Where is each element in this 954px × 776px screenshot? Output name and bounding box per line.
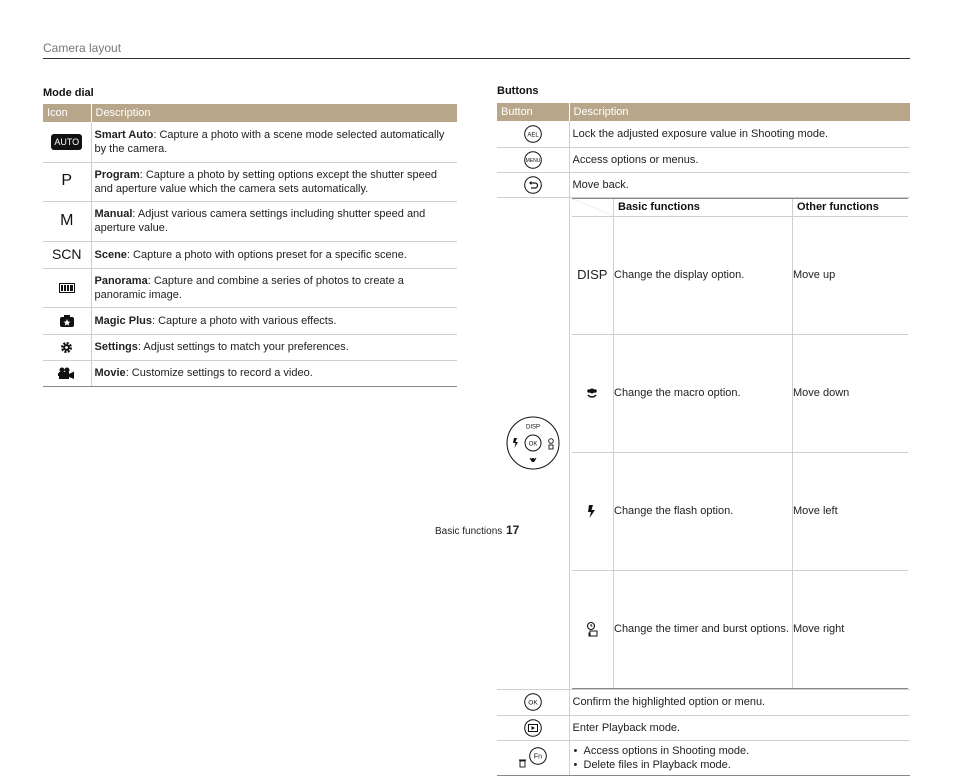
macro-flower-icon (586, 387, 598, 399)
playback-button-icon (524, 719, 542, 737)
menu-button-icon (524, 151, 542, 169)
list-item: • Delete files in Playback mode. (573, 758, 908, 772)
mode-name: Scene (94, 248, 127, 261)
ok-center-label: OK (528, 441, 538, 448)
navigation-header-row (572, 198, 908, 216)
buttons-title: Buttons (497, 85, 539, 97)
column-header-basic-functions: Basic functions (614, 198, 793, 216)
table-row (497, 197, 910, 689)
mode-description: : Adjust settings to match your preferences. (137, 341, 349, 353)
table-row (43, 360, 457, 386)
disp-top-label: DISP (525, 424, 540, 431)
mode-dial-table (43, 104, 457, 387)
page-header-title: Camera layout (43, 41, 122, 55)
footer-section-label: Basic functions (435, 526, 503, 537)
program-mode-icon: P (61, 172, 73, 189)
fn-button-label: Fn (533, 753, 542, 760)
other-function: Move up (793, 216, 908, 334)
ael-button-icon (524, 125, 542, 143)
table-row (572, 216, 908, 334)
other-function: Move right (793, 570, 908, 688)
button-description: Move back. (569, 172, 910, 197)
magic-plus-icon (60, 315, 74, 327)
table-row (572, 570, 908, 688)
button-description: Confirm the highlighted option or menu. (569, 689, 910, 715)
column-header-other-functions: Other functions (793, 198, 908, 216)
auto-mode-icon: AUTO (51, 134, 82, 150)
table-row (497, 121, 910, 147)
buttons-header-row (497, 103, 910, 121)
navigation-dial-icon (506, 416, 560, 470)
table-row (497, 689, 910, 715)
other-function: Move left (793, 452, 908, 570)
ael-button-label: AEL (527, 132, 539, 139)
table-row (572, 334, 908, 452)
basic-function: Change the flash option. (614, 452, 793, 570)
header-rule (43, 58, 910, 59)
diagonal-corner-cell (572, 198, 614, 216)
mode-dial-header-row (43, 104, 457, 122)
column-header-description: Description (91, 104, 457, 122)
column-header-icon: Icon (43, 104, 91, 122)
movie-camera-icon (58, 367, 75, 379)
scene-mode-icon: SCN (51, 245, 82, 262)
flash-left-icon (513, 438, 518, 448)
mode-name: Magic Plus (94, 314, 152, 327)
table-row (43, 201, 457, 241)
timer-right-icon (548, 439, 553, 444)
column-header-button: Button (497, 103, 569, 121)
table-row (43, 162, 457, 201)
menu-button-label: MENU (525, 157, 541, 164)
other-function: Move down (793, 334, 908, 452)
panorama-icon (59, 283, 75, 293)
buttons-table (497, 103, 910, 776)
table-row (43, 334, 457, 360)
table-row (497, 715, 910, 740)
settings-gear-icon (60, 341, 73, 354)
mode-dial-title: Mode dial (43, 87, 94, 99)
button-description: Lock the adjusted exposure value in Shooting mode. (569, 121, 910, 147)
ok-button-icon (524, 693, 542, 711)
mode-name: Movie (94, 367, 126, 379)
back-button-icon (524, 176, 542, 194)
table-row (43, 241, 457, 268)
table-row (572, 452, 908, 570)
mode-name: Panorama (94, 274, 148, 287)
table-row (497, 147, 910, 172)
flash-bolt-icon (587, 505, 597, 518)
navigation-functions-table (572, 198, 908, 689)
mode-description: : Adjust various camera settings including shutter speed and aperture value. (94, 208, 426, 234)
timer-icon (586, 621, 598, 637)
ok-button-label: OK (528, 699, 538, 707)
mode-name: Settings (94, 341, 138, 353)
mode-description: : Capture a photo with a scene mode selected automatically by the camera. (94, 128, 445, 155)
manual-mode-icon: M (60, 211, 74, 229)
table-row (43, 307, 457, 334)
mode-description: : Capture and combine a series of photos to create a panoramic image. (94, 274, 404, 301)
table-row (497, 740, 910, 775)
table-row (43, 122, 457, 162)
basic-function: Change the display option. (614, 216, 793, 334)
table-row (497, 172, 910, 197)
button-description: Access options or menus. (569, 147, 910, 172)
fn-delete-button-icon (518, 747, 548, 769)
disp-icon: DISP (577, 266, 608, 282)
mode-description: : Capture a photo by setting options except the shutter speed and aperture value which the camera sets automatically. (94, 168, 437, 195)
mode-name: Smart Auto (94, 128, 154, 141)
mode-description: : Customize settings to record a video. (125, 367, 313, 379)
trash-icon (520, 761, 525, 767)
page-number: 17 (506, 523, 520, 537)
button-description: Enter Playback mode. (569, 715, 910, 740)
table-row (43, 268, 457, 307)
mode-description: : Capture a photo with options preset for a specific scene. (126, 248, 407, 261)
mode-description: : Capture a photo with various effects. (151, 314, 337, 327)
basic-function: Change the macro option. (614, 334, 793, 452)
mode-name: Manual (94, 208, 133, 220)
list-item: • Access options in Shooting mode. (573, 744, 908, 758)
column-header-description: Description (569, 103, 910, 121)
basic-function: Change the timer and burst options. (614, 570, 793, 688)
mode-name: Program (94, 168, 140, 181)
